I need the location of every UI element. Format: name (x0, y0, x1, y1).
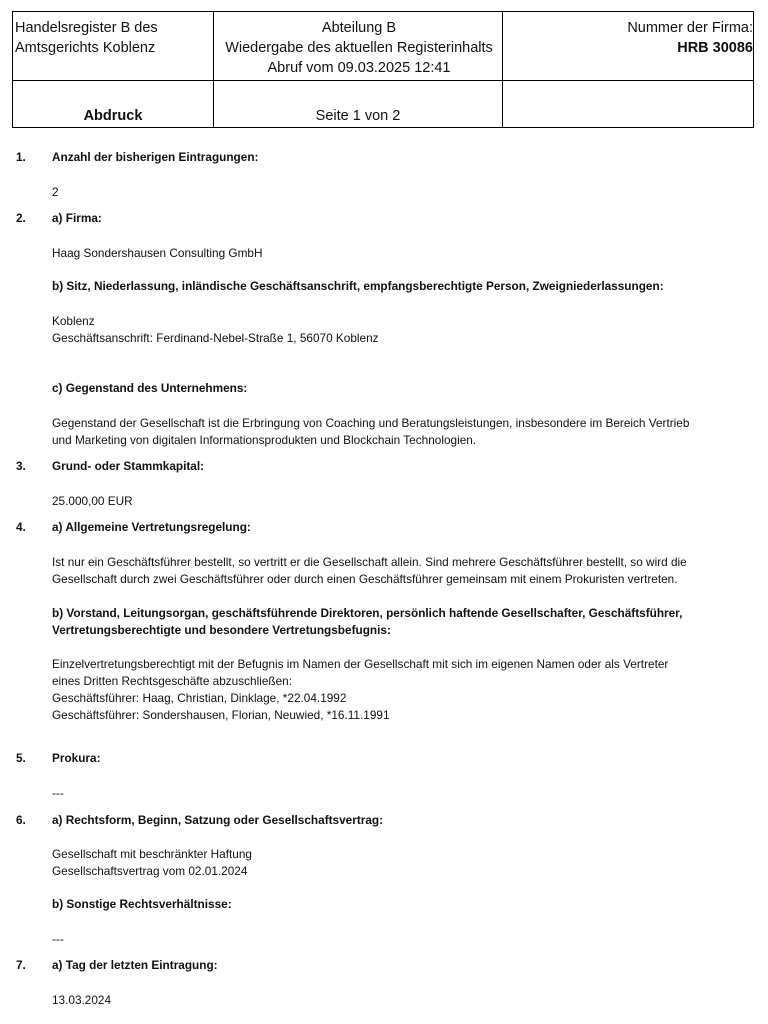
department-cell (215, 18, 503, 78)
entry-count: 2 (52, 185, 59, 199)
section-heading: c) Gegenstand des Unternehmens: (52, 381, 248, 395)
section-number: 6. (16, 813, 26, 827)
managing-director: Geschäftsführer: Haag, Christian, Dinklage, *22.04.1992 (52, 691, 347, 705)
heading-line: Vertretungsberechtigte und besondere Vertretungsbefugnis: (52, 623, 391, 637)
department-title: Abteilung B (321, 20, 397, 36)
managing-director: Geschäftsführer: Sondershausen, Florian, Neuwied, *16.11.1991 (52, 708, 390, 722)
court-line: Handelsregister B des (15, 20, 158, 36)
business-address: Geschäftsanschrift: Ferdinand-Nebel-Straße 1, 56070 Koblenz (52, 331, 379, 345)
section-heading: b) Sonstige Rechtsverhältnisse: (52, 897, 232, 911)
firm-number-label: Nummer der Firma: (627, 20, 753, 36)
legal-form: Gesellschaft mit beschränkter Haftung (52, 847, 252, 861)
representation-line: Ist nur ein Geschäftsführer bestellt, so vertritt er die Gesellschaft allein. Sind mehrere Geschäftsführer bestellt, so wird die (52, 555, 687, 569)
legal-form-text (52, 846, 752, 880)
section-number: 5. (16, 751, 26, 765)
section-heading (52, 605, 752, 639)
header-divider (13, 80, 753, 81)
department-subtitle: Wiedergabe des aktuellen Registerinhalts (225, 40, 493, 56)
share-capital: 25.000,00 EUR (52, 494, 133, 508)
section-number: 3. (16, 459, 26, 473)
section-heading: a) Rechtsform, Beginn, Satzung oder Gesellschaftsvertrag: (52, 813, 384, 827)
section-heading: a) Allgemeine Vertretungsregelung: (52, 520, 251, 534)
authority-line: eines Dritten Rechtsgeschäfte abzuschließen: (52, 674, 292, 688)
page-info: Seite 1 von 2 (315, 108, 401, 124)
section-number: 4. (16, 520, 26, 534)
representation-text (52, 554, 752, 588)
heading-line: b) Vorstand, Leitungsorgan, geschäftsführende Direktoren, persönlich haftende Gesellschafter, Geschäftsführer, (52, 606, 683, 620)
section-heading: a) Firma: (52, 211, 102, 225)
section-heading: b) Sitz, Niederlassung, inländische Geschäftsanschrift, empfangsberechtigte Person, Zweigniederlassungen: (52, 279, 664, 293)
seat-text (52, 313, 752, 347)
section-heading: Prokura: (52, 751, 101, 765)
other-relations-value: --- (52, 932, 64, 946)
retrieval-date: Abruf vom 09.03.2025 12:41 (267, 60, 451, 76)
seat-city: Koblenz (52, 314, 95, 328)
court-cell (15, 18, 210, 58)
section-number: 1. (16, 150, 26, 164)
section-number: 7. (16, 958, 26, 972)
firm-number: HRB 30086 (677, 40, 753, 56)
last-entry-date: 13.03.2024 (52, 993, 112, 1007)
section-heading: Anzahl der bisherigen Eintragungen: (52, 150, 259, 164)
header-table (12, 11, 754, 128)
purpose-line: und Marketing von digitalen Informationsprodukten und Blockchain Technologien. (52, 433, 477, 447)
print-type: Abdruck (83, 108, 143, 124)
firm-number-cell (505, 18, 753, 58)
representation-line: Gesellschaft durch zwei Geschäftsführer oder durch einen Geschäftsführer gemeinsam mit einem Prokuristen vertreten. (52, 572, 678, 586)
section-heading: a) Tag der letzten Eintragung: (52, 958, 218, 972)
authority-line: Einzelvertretungsberechtigt mit der Befugnis im Namen der Gesellschaft mit sich im eigenen Namen oder als Vertreter (52, 657, 669, 671)
firm-name: Haag Sondershausen Consulting GmbH (52, 246, 263, 260)
court-line: Amtsgerichts Koblenz (15, 40, 156, 56)
managing-directors-text (52, 656, 752, 724)
section-number: 2. (16, 211, 26, 225)
section-heading: Grund- oder Stammkapital: (52, 459, 205, 473)
articles-date: Gesellschaftsvertrag vom 02.01.2024 (52, 864, 248, 878)
purpose-text (52, 415, 752, 449)
procuration-value: --- (52, 786, 64, 800)
purpose-line: Gegenstand der Gesellschaft ist die Erbringung von Coaching und Beratungsleistungen, insbesondere im Bereich Vertrieb (52, 416, 690, 430)
